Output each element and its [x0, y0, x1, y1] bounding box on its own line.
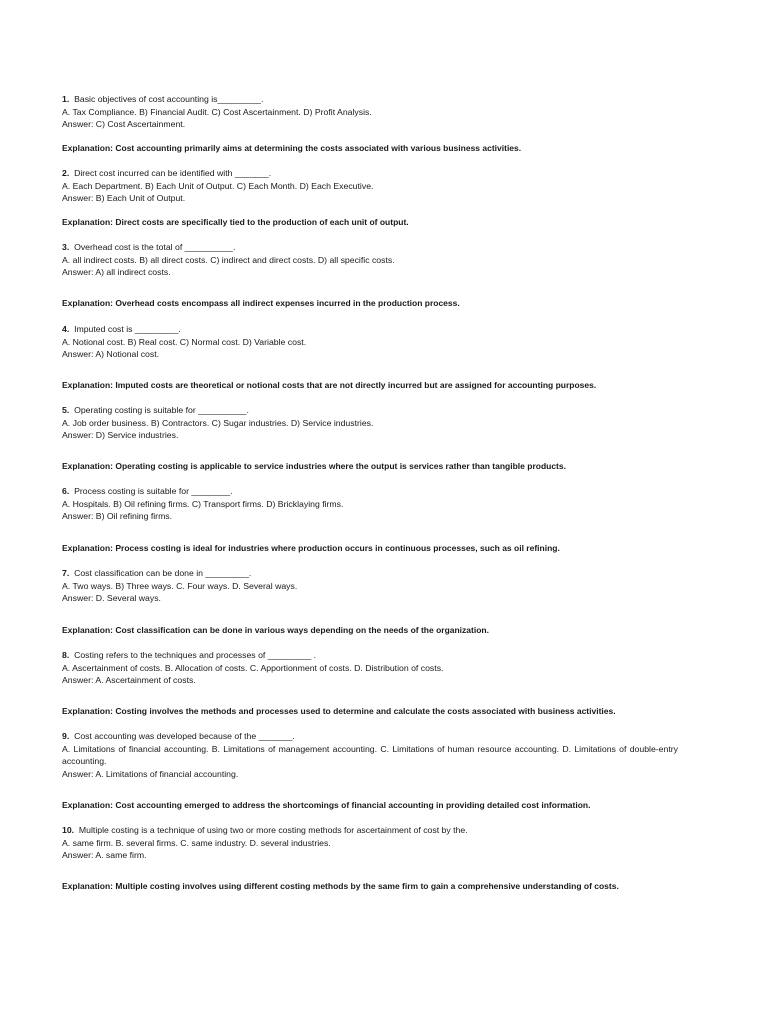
question-2: [62, 167, 678, 180]
question-block-6: [62, 485, 678, 523]
question-number: 9.: [62, 731, 70, 741]
question-number: 3.: [62, 242, 70, 252]
question-8: [62, 649, 678, 662]
options-9: A. Limitations of financial accounting. B. Limitations of management accounting. C. Limitations of human resource accounting. D. Limitations of double-entry accounting.: [62, 743, 678, 767]
explanation-5: Explanation: Operating costing is applicable to service industries where the output is services rather than tangible products.: [62, 461, 566, 471]
question-text: Overhead cost is the total of __________.: [74, 242, 236, 252]
question-number: 10.: [62, 825, 75, 835]
question-text: Costing refers to the techniques and processes of _________ .: [74, 650, 317, 660]
question-block-3: [62, 241, 678, 279]
question-number: 2.: [62, 168, 70, 178]
question-block-7: [62, 567, 678, 605]
question-9: [62, 730, 678, 743]
answer-9: Answer: A. Limitations of financial accounting.: [62, 768, 239, 779]
options-6: A. Hospitals. B) Oil refining firms. C) Transport firms. D) Bricklaying firms.: [62, 498, 344, 509]
options-2: A. Each Department. B) Each Unit of Output. C) Each Month. D) Each Executive.: [62, 180, 374, 191]
question-number: 7.: [62, 568, 70, 578]
question-text: Basic objectives of cost accounting is_________.: [74, 94, 264, 104]
question-10: [62, 824, 678, 837]
explanation-3: Explanation: Overhead costs encompass all indirect expenses incurred in the production process.: [62, 298, 460, 308]
answer-10: Answer: A. same firm.: [62, 850, 147, 861]
question-block-8: [62, 649, 678, 687]
explanation-4: Explanation: Imputed costs are theoretical or notional costs that are not directly incurred but are assigned for accounting purposes.: [62, 380, 597, 390]
question-text: Process costing is suitable for ________.: [74, 486, 233, 496]
question-3: [62, 241, 678, 254]
question-block-2: [62, 167, 678, 205]
answer-7: Answer: D. Several ways.: [62, 593, 161, 604]
answer-1: Answer: C) Cost Ascertainment.: [62, 119, 186, 130]
options-8: A. Ascertainment of costs. B. Allocation of costs. C. Apportionment of costs. D. Distribution of costs.: [62, 662, 444, 673]
question-number: 1.: [62, 94, 70, 104]
options-3: A. all indirect costs. B) all direct costs. C) indirect and direct costs. D) all specific costs.: [62, 254, 395, 265]
question-4: [62, 323, 678, 336]
options-5: A. Job order business. B) Contractors. C) Sugar industries. D) Service industries.: [62, 417, 374, 428]
explanation-7: Explanation: Cost classification can be done in various ways depending on the needs of the organization.: [62, 625, 489, 635]
question-number: 5.: [62, 405, 70, 415]
answer-4: Answer: A) Notional cost.: [62, 349, 160, 360]
explanation-2: Explanation: Direct costs are specifically tied to the production of each unit of output.: [62, 217, 409, 227]
explanation-10: Explanation: Multiple costing involves using different costing methods by the same firm to gain a comprehensive understanding of costs.: [62, 881, 619, 891]
question-block-4: [62, 323, 678, 361]
options-10: A. same firm. B. several firms. C. same industry. D. several industries.: [62, 837, 331, 848]
question-5: [62, 404, 678, 417]
options-1: A. Tax Compliance. B) Financial Audit. C) Cost Ascertainment. D) Profit Analysis.: [62, 106, 372, 117]
question-text: Cost accounting was developed because of the _______.: [74, 731, 295, 741]
options-7: A. Two ways. B) Three ways. C. Four ways. D. Several ways.: [62, 580, 298, 591]
answer-5: Answer: D) Service industries.: [62, 430, 179, 441]
answer-2: Answer: B) Each Unit of Output.: [62, 193, 186, 204]
question-text: Operating costing is suitable for __________.: [74, 405, 249, 415]
answer-8: Answer: A. Ascertainment of costs.: [62, 675, 196, 686]
question-text: Imputed cost is _________.: [74, 324, 181, 334]
question-text: Cost classification can be done in _________.: [74, 568, 252, 578]
answer-3: Answer: A) all indirect costs.: [62, 267, 171, 278]
question-1: [62, 93, 678, 106]
question-block-5: [62, 404, 678, 442]
question-text: Direct cost incurred can be identified with _______.: [74, 168, 272, 178]
options-4: A. Notional cost. B) Real cost. C) Normal cost. D) Variable cost.: [62, 336, 307, 347]
question-number: 6.: [62, 486, 70, 496]
explanation-8: Explanation: Costing involves the methods and processes used to determine and calculate the costs associated with business activities.: [62, 706, 616, 716]
answer-6: Answer: B) Oil refining firms.: [62, 511, 173, 522]
question-block-1: [62, 93, 678, 131]
question-number: 4.: [62, 324, 70, 334]
question-number: 8.: [62, 650, 70, 660]
question-block-10: [62, 824, 678, 862]
explanation-9: Explanation: Cost accounting emerged to address the shortcomings of financial accounting in providing detailed cost information.: [62, 800, 591, 810]
question-7: [62, 567, 678, 580]
question-6: [62, 485, 678, 498]
explanation-6: Explanation: Process costing is ideal for industries where production occurs in continuous processes, such as oil refining.: [62, 543, 560, 553]
question-block-9: [62, 730, 678, 780]
question-text: Multiple costing is a technique of using two or more costing methods for ascertainment of cost by the.: [78, 825, 468, 835]
explanation-1: Explanation: Cost accounting primarily aims at determining the costs associated with various business activities.: [62, 143, 522, 153]
